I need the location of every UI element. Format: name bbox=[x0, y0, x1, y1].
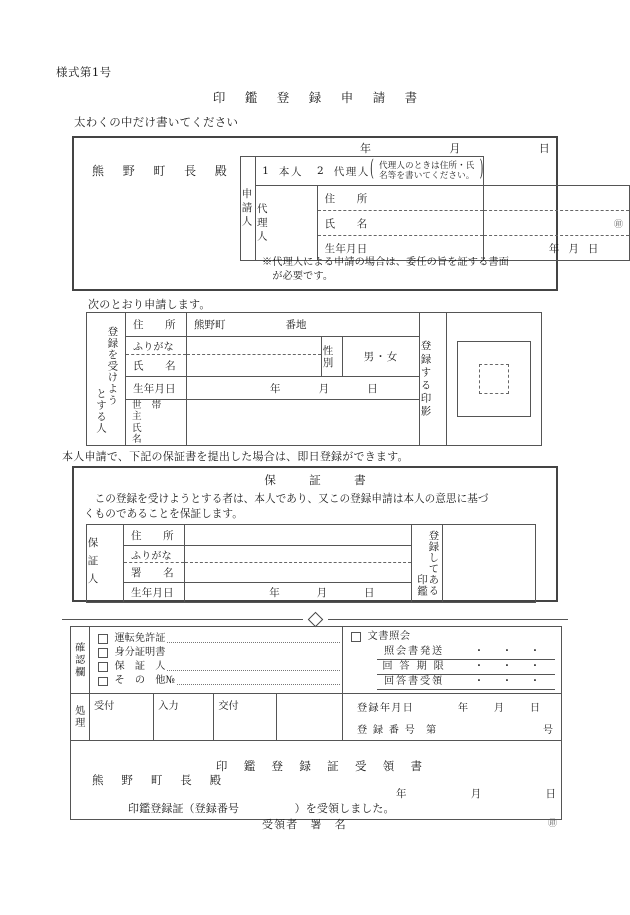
seal-impression-inner-guide bbox=[479, 364, 509, 394]
receipt-signature-label[interactable]: 受領者 署 名 bbox=[262, 818, 347, 831]
inquiry-row-date-dots bbox=[451, 675, 555, 689]
registrant-birth-month: 月 bbox=[318, 382, 330, 395]
registrant-birth-input[interactable] bbox=[187, 377, 420, 400]
applicant-type-2-number: 2 bbox=[317, 165, 324, 177]
registrant-gender-options[interactable]: 男・女 bbox=[343, 337, 420, 377]
guarantor-birth-year: 年 bbox=[269, 587, 281, 599]
proxy-name-label: 氏 名 bbox=[324, 217, 368, 230]
guarantee-body bbox=[84, 492, 546, 523]
registrant-table bbox=[86, 312, 542, 446]
proxy-vertical-label: 代理人 bbox=[255, 202, 268, 244]
guarantor-table bbox=[86, 524, 536, 603]
date-dot: ・ bbox=[473, 661, 485, 673]
receipt-date-day: 日 bbox=[545, 788, 556, 800]
guarantee-body-line-2: くものであることを保証します。 bbox=[84, 508, 243, 521]
form-number: 様式第1号 bbox=[56, 65, 112, 79]
dotted-fill-line[interactable] bbox=[167, 661, 340, 671]
date-dot: ・ bbox=[529, 646, 541, 658]
registration-date-label: 登録年月日 bbox=[357, 702, 415, 714]
guarantor-seal-box[interactable] bbox=[443, 525, 536, 603]
guarantee-body-line-1: この登録を受けようとする者は、本人であり、又この登録申請は本人の意思に基づ bbox=[94, 493, 489, 505]
date-dot: ・ bbox=[501, 676, 513, 688]
instruction-text: 太わくの中だけ書いてください bbox=[74, 115, 239, 129]
guarantor-signature-input[interactable] bbox=[185, 563, 412, 583]
inquiry-row-deadline[interactable] bbox=[377, 660, 555, 675]
date-dot: ・ bbox=[501, 661, 513, 673]
registrant-birth-day: 日 bbox=[367, 382, 378, 395]
seal-impression-box[interactable] bbox=[457, 341, 531, 417]
guarantor-seal-label-col2: 印鑑 bbox=[416, 573, 428, 597]
checkbox-icon[interactable] bbox=[98, 634, 108, 644]
registrant-address-suffix: 番地 bbox=[285, 319, 307, 331]
checkbox-icon[interactable] bbox=[98, 648, 108, 658]
proxy-name-input[interactable] bbox=[484, 211, 630, 236]
guarantor-birth-label: 生年月日 bbox=[131, 587, 174, 599]
inquiry-row-date-dots bbox=[451, 645, 555, 659]
registrant-vertical-label bbox=[87, 323, 125, 435]
guarantor-birth-month: 月 bbox=[316, 587, 328, 599]
registrant-address-label: 住 所 bbox=[133, 319, 176, 331]
applicant-vertical-label: 申請人 bbox=[240, 188, 253, 229]
guarantor-address-label: 住 所 bbox=[131, 529, 174, 542]
confirm-check-list bbox=[90, 629, 342, 691]
mayor-address-application: 熊 野 町 長 殿 bbox=[92, 164, 235, 178]
dotted-fill-line[interactable] bbox=[167, 633, 340, 643]
guarantor-seal-label-col1: 登録してある bbox=[427, 529, 440, 596]
registrant-birth-year: 年 bbox=[269, 382, 281, 395]
inquiry-row-label: 照会書発送 bbox=[383, 646, 445, 658]
registration-result-block bbox=[343, 699, 561, 736]
proxy-warning-line-2: が必要です。 bbox=[272, 270, 334, 282]
scissors-diamond-icon bbox=[307, 611, 323, 627]
guarantor-birth-input[interactable] bbox=[185, 583, 412, 603]
registrant-household-label-1: 世 帯 主 bbox=[132, 400, 172, 423]
receipt-date-year: 年 bbox=[396, 788, 407, 800]
registrant-seal-vertical-label: 登録する印影 bbox=[419, 340, 432, 419]
proxy-note bbox=[370, 161, 483, 181]
receipt-body-text[interactable]: 印鑑登録証（登録番号 ）を受領しました。 bbox=[128, 802, 395, 815]
process-vertical-label: 処理 bbox=[72, 705, 84, 730]
registration-number-line[interactable] bbox=[343, 721, 561, 736]
proxy-birth-label: 生年月日 bbox=[324, 242, 368, 255]
cut-line-divider bbox=[62, 612, 568, 626]
guarantee-title: 保 証 書 bbox=[264, 473, 377, 487]
document-inquiry-block bbox=[343, 627, 561, 693]
registration-number-prefix: 第 bbox=[426, 724, 437, 736]
page-title: 印 鑑 登 録 申 請 書 bbox=[212, 90, 425, 105]
proxy-warning-note bbox=[262, 256, 509, 284]
checkbox-icon[interactable] bbox=[351, 632, 361, 642]
check-row-document-inquiry[interactable] bbox=[351, 630, 555, 644]
registration-date-month: 月 bbox=[493, 702, 505, 714]
application-date-month: 月 bbox=[449, 142, 461, 155]
checkbox-icon[interactable] bbox=[98, 677, 108, 687]
apply-as-follows-text: 次のとおり申請します。 bbox=[88, 298, 211, 311]
applicant-type-1-number: 1 bbox=[262, 165, 269, 177]
receipt-date-line bbox=[396, 786, 556, 801]
check-row-drivers-license[interactable] bbox=[98, 632, 342, 646]
guarantor-address-input[interactable] bbox=[185, 525, 412, 546]
guarantor-seal-vertical-label bbox=[412, 529, 442, 599]
inquiry-row-label: 回答書受領 bbox=[383, 676, 445, 688]
application-date-year: 年 bbox=[360, 142, 372, 155]
registration-date-year: 年 bbox=[457, 702, 469, 714]
date-dot: ・ bbox=[473, 676, 485, 688]
proxy-birth-day: 日 bbox=[587, 242, 599, 255]
divider-rule-right bbox=[328, 619, 569, 620]
instant-registration-note: 本人申請で、下記の保証書を提出した場合は、即日登録ができます。 bbox=[62, 450, 409, 463]
registrant-vertical-label-col2: とする人 bbox=[95, 387, 107, 434]
process-column-blank[interactable] bbox=[276, 694, 342, 741]
inquiry-row-label: 回 答 期 限 bbox=[382, 661, 446, 673]
applicant-type-1-label[interactable]: 本人 bbox=[278, 165, 304, 178]
applicant-table bbox=[240, 156, 630, 261]
receipt-date-month: 月 bbox=[470, 788, 482, 800]
registrant-furigana-input[interactable] bbox=[187, 337, 322, 355]
process-column-input[interactable]: 入力 bbox=[158, 701, 179, 713]
registration-date-day: 日 bbox=[529, 702, 541, 714]
guarantor-furigana-input[interactable] bbox=[185, 546, 412, 563]
proxy-birth-month: 月 bbox=[568, 242, 580, 255]
proxy-address-input[interactable] bbox=[484, 186, 630, 211]
receipt-seal-stamp-icon: ㊞ bbox=[548, 819, 558, 829]
registration-number-label: 登 録 番 号 bbox=[357, 724, 417, 736]
guarantor-furigana-label: ふりがな bbox=[131, 550, 172, 562]
seal-stamp-icon: ㊞ bbox=[613, 219, 623, 230]
registration-date-line[interactable] bbox=[343, 699, 561, 721]
check-label: 保 証 人 bbox=[114, 661, 166, 673]
inquiry-row-send[interactable] bbox=[377, 645, 555, 660]
registrant-birth-label: 生年月日 bbox=[133, 382, 176, 395]
check-label: 文書照会 bbox=[367, 631, 411, 642]
proxy-birth-year: 年 bbox=[548, 242, 560, 255]
process-column-reception[interactable]: 受付 bbox=[94, 701, 115, 713]
registrant-gender-label: 性別 bbox=[321, 344, 334, 369]
proxy-note-line-2: 名等を書いてください。 bbox=[378, 171, 475, 181]
inquiry-row-received[interactable] bbox=[377, 675, 555, 690]
guarantor-vertical-label: 保証人 bbox=[86, 536, 99, 591]
registrant-name-input[interactable] bbox=[187, 355, 322, 377]
proxy-warning-line-1: ※代理人による申請の場合は、委任の旨を証する書面 bbox=[262, 257, 509, 268]
confirm-vertical-label: 確認欄 bbox=[72, 641, 84, 679]
check-row-guarantor[interactable] bbox=[98, 660, 342, 674]
application-date-line bbox=[360, 140, 550, 156]
registrant-address-prefix: 熊野町 bbox=[194, 319, 226, 331]
check-row-other[interactable] bbox=[98, 674, 342, 688]
mayor-address-receipt: 熊 野 町 長 殿 bbox=[92, 773, 229, 787]
check-label: そ の 他№ bbox=[114, 675, 176, 687]
check-label: 運転免許証 bbox=[114, 633, 166, 644]
application-date-day: 日 bbox=[538, 142, 550, 155]
checkbox-icon[interactable] bbox=[98, 662, 108, 672]
date-dot: ・ bbox=[473, 646, 485, 658]
check-label: 身分証明書 bbox=[114, 647, 166, 659]
guarantor-birth-day: 日 bbox=[363, 587, 375, 599]
guarantor-signature-label: 署 名 bbox=[131, 567, 174, 579]
proxy-note-line-1: ( 代理人のときは住所・氏 bbox=[378, 160, 475, 171]
registrant-household-label-2: 氏 名 bbox=[132, 422, 172, 445]
proxy-address-label: 住 所 bbox=[324, 192, 368, 205]
divider-rule-left bbox=[62, 619, 303, 620]
date-dot: ・ bbox=[529, 661, 541, 673]
registrant-address-input[interactable] bbox=[187, 313, 420, 337]
registrant-household-input[interactable] bbox=[187, 400, 420, 446]
process-column-issue[interactable]: 交付 bbox=[218, 701, 239, 713]
date-dot: ・ bbox=[501, 646, 513, 658]
receipt-title: 印 鑑 登 録 証 受 領 書 bbox=[215, 759, 429, 773]
date-dot: ・ bbox=[529, 676, 541, 688]
registrant-name-label: 氏 名 bbox=[133, 360, 176, 372]
registrant-vertical-label-col1: 登録を受けよう bbox=[106, 326, 119, 406]
check-row-id-certificate[interactable] bbox=[98, 646, 342, 660]
applicant-type-2-label[interactable]: 代理人 bbox=[333, 165, 370, 178]
inquiry-row-date-dots bbox=[451, 660, 555, 674]
registrant-furigana-label: ふりがな bbox=[133, 342, 174, 353]
dotted-fill-line[interactable] bbox=[177, 675, 340, 685]
registration-number-suffix: 号 bbox=[542, 724, 553, 736]
